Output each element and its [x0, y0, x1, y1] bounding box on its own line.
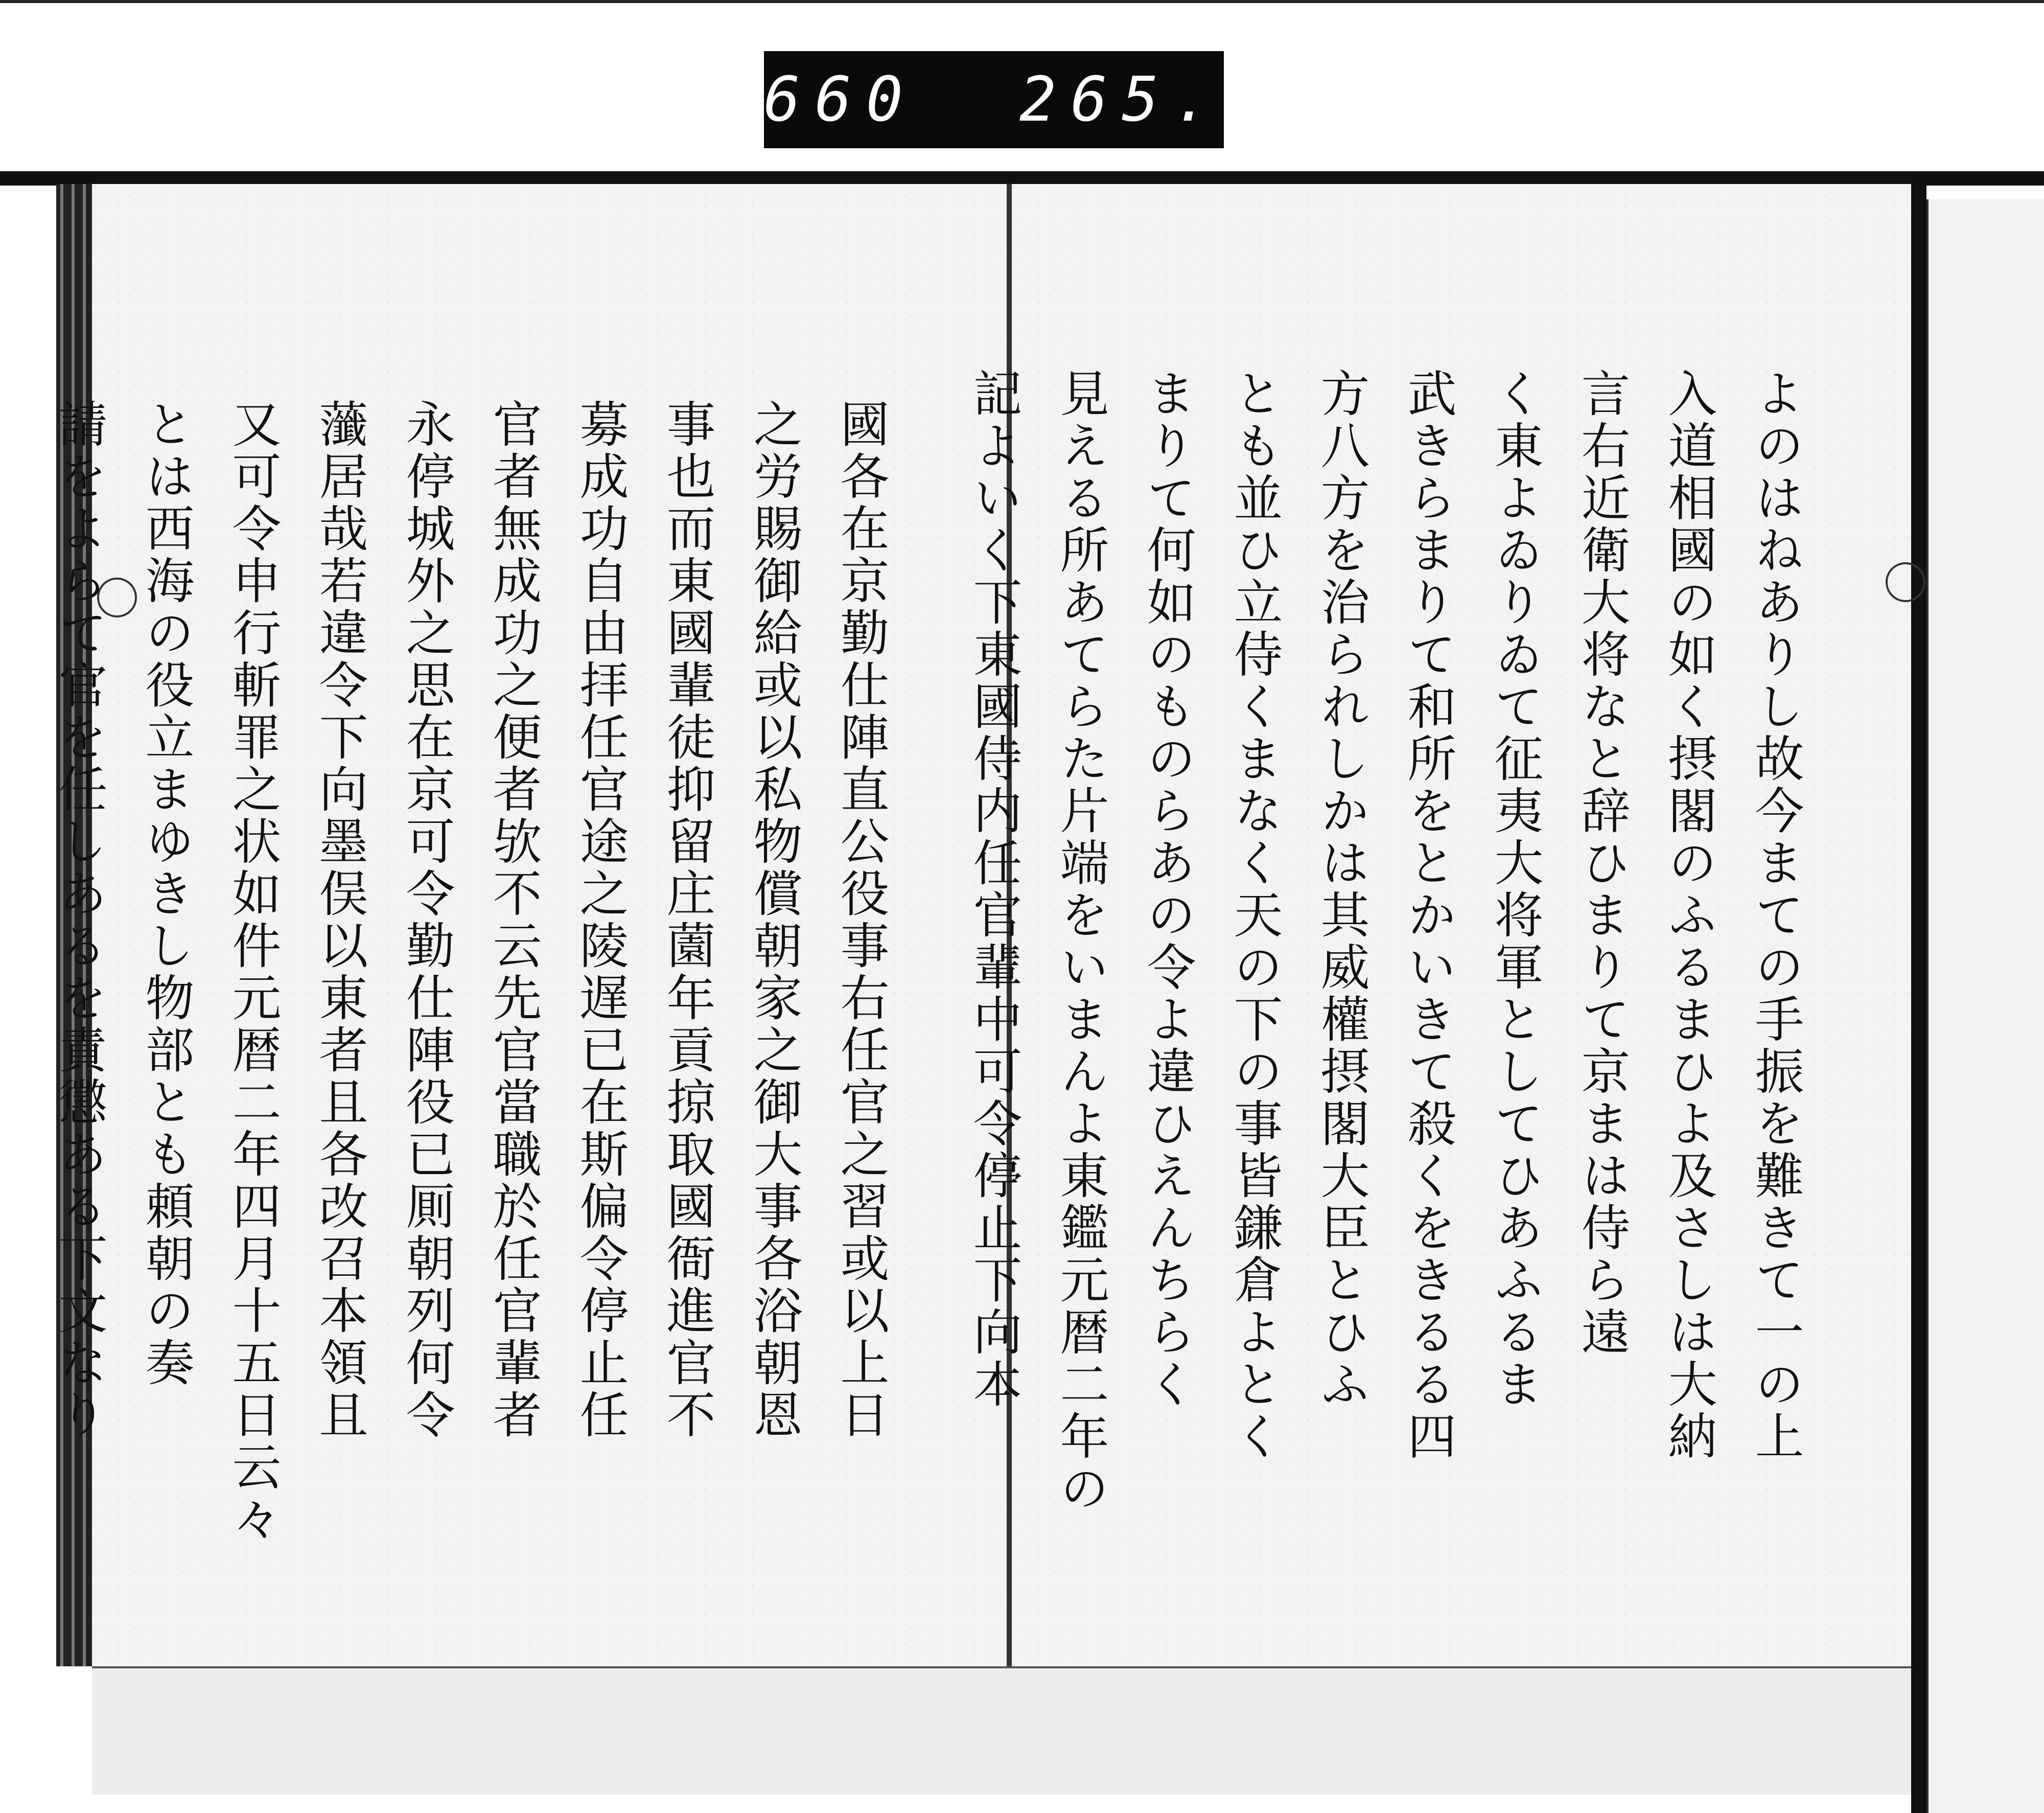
right-column: まりて何如のものらあの令よ違ひえんちらく [1139, 368, 1196, 1411]
right-page-text [950, 368, 1819, 1646]
left-column: 官者無成功之便者欤不云先官當職於任官輩者 [485, 399, 542, 1441]
left-column: 事也而東國輩徒抑留庄薗年貢掠取國衙進官不 [659, 399, 716, 1441]
left-page [51, 184, 1008, 1666]
right-page [965, 184, 1911, 1666]
right-column: よのはねありし故今まての手振を難きて一の上 [1747, 368, 1804, 1463]
scanner-margin [1926, 199, 2044, 1813]
open-book [51, 184, 1911, 1666]
binding-hole-left [97, 578, 137, 617]
top-rule [0, 0, 2044, 3]
frame-rule [0, 171, 2044, 186]
left-column: 國各在京勤仕陣直公役事右任官之習或以上日 [832, 399, 890, 1441]
right-column: 見える所あてらた片端をいまんよ東鑑元暦二年の [1052, 368, 1109, 1515]
left-column: 之労賜御給或以私物償朝家之御大事各浴朝恩 [746, 399, 803, 1441]
left-page-text [36, 399, 904, 1625]
right-column: 方八方を治られしかは其威權摂閣大臣とひふ [1313, 368, 1370, 1411]
right-column: 記よいく下東國侍内任官輩中可令停止下向本 [965, 368, 1023, 1411]
left-column: 請をよらて官を任しあるを責懲ある下文なり [51, 399, 108, 1441]
catalog-number-left: 660 [763, 64, 917, 135]
left-column: 又可令申行斬罪之状如件元暦二年四月十五日云々 [224, 399, 282, 1546]
left-column: 虃居哉若違令下向墨俣以東者且各改召本領且 [311, 399, 368, 1441]
left-column: 募成功自由拝任官途之陵遅已在斯偏令停止任 [572, 399, 629, 1441]
left-column: 永停城外之思在京可令勤仕陣役已厠朝列何令 [398, 399, 455, 1441]
catalog-label [764, 51, 1224, 148]
right-column: 入道相國の如く摂閣のふるまひよ及さしは大納 [1660, 368, 1717, 1463]
page-bottom-edge [92, 1666, 1911, 1795]
left-column: とは西海の役立まゆきし物部とも頼朝の奏 [137, 399, 195, 1389]
catalog-number-right: 265. [1019, 64, 1224, 135]
right-column: 言右近衛大将なと辞ひまりて京まは侍ら遠 [1573, 368, 1631, 1359]
book-right-edge [1911, 184, 1926, 1813]
right-column: 武きらまりて和所をとかいきて殺くをきるる四 [1400, 368, 1457, 1463]
right-column: とも並ひ立侍くまなく天の下の事皆鎌倉よとく [1226, 368, 1283, 1463]
right-column: く東よゐりゐて征夷大将軍としてひあふるま [1486, 368, 1544, 1411]
binding-hole-right [1886, 562, 1925, 602]
